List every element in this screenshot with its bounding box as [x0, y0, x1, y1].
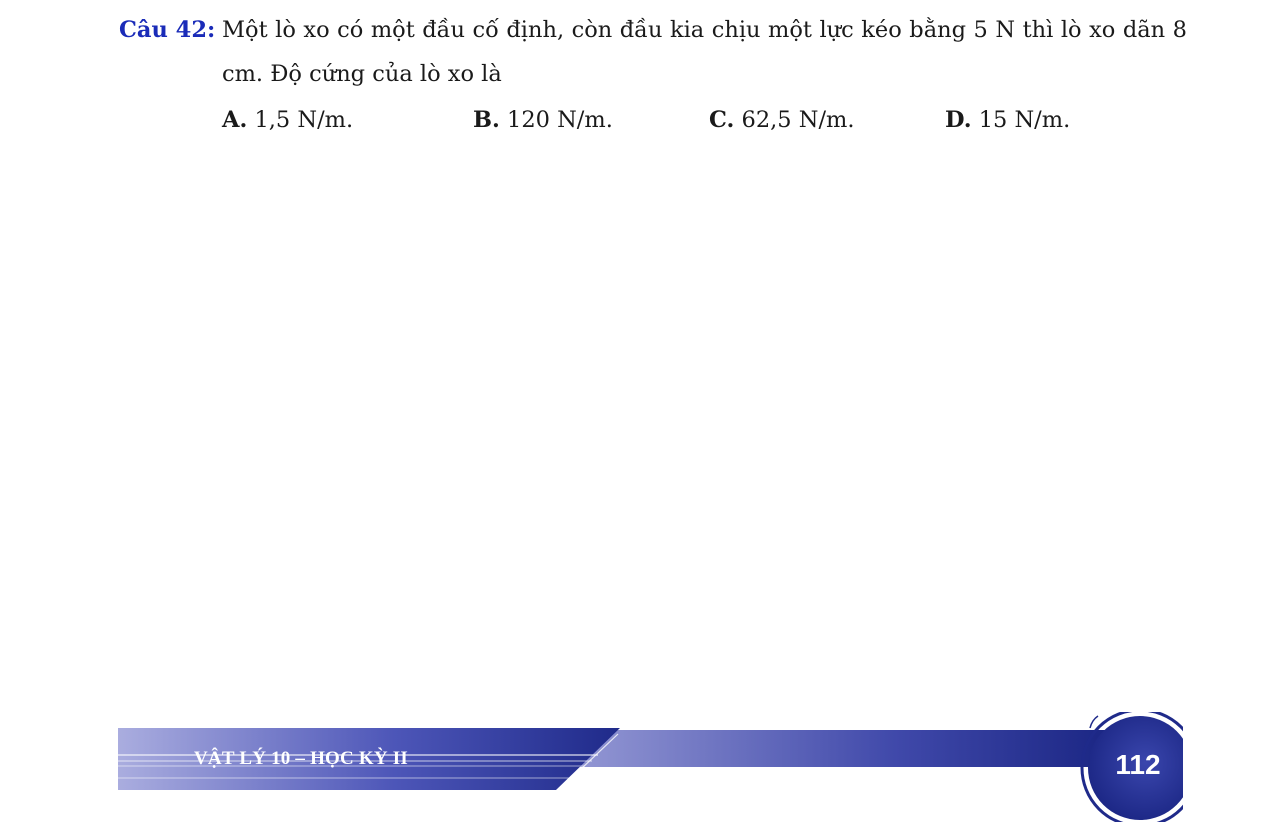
- footer-title: VẬT LÝ 10 – HỌC KỲ II: [194, 748, 408, 769]
- option-c-text: 62,5 N/m.: [734, 107, 855, 133]
- option-c: [709, 98, 855, 142]
- question-text: Một lò xo có một đầu cố định, còn đầu kia chịu một lực kéo bằng 5 N thì lò xo dãn 8 cm. Độ cứng của lò xo là: [222, 17, 1187, 87]
- answer-options: [119, 98, 1187, 142]
- option-a: [222, 98, 353, 142]
- question-block: [119, 8, 1187, 133]
- option-c-letter: C.: [709, 107, 735, 133]
- option-d-letter: D.: [945, 107, 972, 133]
- option-a-text: 1,5 N/m.: [247, 107, 354, 133]
- option-b-text: 120 N/m.: [499, 107, 613, 133]
- page-footer: [0, 712, 1275, 822]
- option-a-letter: A.: [222, 107, 248, 133]
- option-d: [945, 98, 1070, 142]
- question-label: Câu 42:: [119, 17, 216, 43]
- option-b: [473, 98, 613, 142]
- option-d-text: 15 N/m.: [971, 107, 1071, 133]
- page-number: 112: [1115, 749, 1161, 780]
- option-b-letter: B.: [473, 107, 500, 133]
- footer-banner: [0, 712, 1275, 822]
